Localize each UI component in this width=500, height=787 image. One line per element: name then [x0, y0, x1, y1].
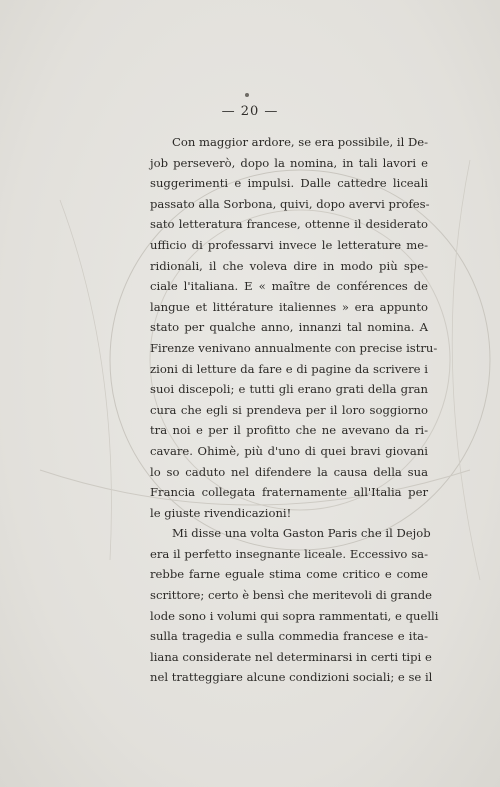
text-line: lode sono i volumi qui sopra rammentati, e quelli: [150, 608, 439, 623]
text-line: tra noi e per il profitto che ne avevano da ri-: [150, 423, 428, 438]
body-text: [150, 132, 439, 688]
text-line: lo so caduto nel difendere la causa della sua: [150, 464, 428, 479]
text-line: langue et littérature italiennes » era appunto: [150, 299, 428, 314]
text-line: scrittore; certo è bensì che meritevoli di grande: [150, 588, 433, 603]
text-line: ridionali, il che voleva dire in modo più spe-: [150, 258, 428, 273]
text-line: Firenze venivano annualmente con precise istru-: [150, 340, 438, 355]
text-line: ciale l'italiana. E « maître de conférences de: [150, 279, 428, 294]
text-line: sato letteratura francese, ottenne il desiderato: [150, 217, 428, 232]
text-line: Francia collegata fraternamente all'Italia per: [150, 485, 428, 500]
text-line: cura che egli si prendeva per il loro soggiorno: [150, 402, 428, 417]
text-line: nel tratteggiare alcune condizioni sociali; e se il: [150, 670, 433, 685]
text-line: suggerimenti e impulsi. Dalle cattedre liceali: [150, 176, 428, 191]
paragraph-1: [150, 132, 438, 523]
text-line: liana considerate nel determinarsi in certi tipi e: [150, 649, 432, 664]
text-line: sulla tragedia e sulla commedia francese e ita-: [150, 629, 428, 644]
text-line: stato per qualche anno, innanzi tal nomina. A: [150, 320, 428, 335]
text-line: passato alla Sorbona, quivi, dopo avervi profes-: [150, 196, 430, 211]
text-line: zioni di letture da fare e di pagine da scrivere i: [150, 361, 428, 376]
paragraph-2: [150, 523, 439, 688]
text-line: le giuste rivendicazioni!: [150, 505, 292, 520]
text-line: Mi disse una volta Gaston Paris che il Dejob: [172, 526, 431, 541]
page-number: — 20 —: [221, 104, 279, 119]
text-line: cavare. Ohimè, più d'uno di quei bravi giovani: [150, 443, 428, 458]
text-line: Con maggior ardore, se era possibile, il De-: [172, 135, 429, 149]
text-line: ufficio di professarvi invece le letterature me-: [150, 237, 428, 252]
text-line: rebbe farne eguale stima come critico e come: [150, 567, 428, 582]
ink-dot: [245, 93, 249, 97]
text-line: era il perfetto insegnante liceale. Eccessivo sa-: [150, 546, 428, 561]
text-line: job perseverò, dopo la nomina, in tali lavori e: [150, 155, 428, 170]
text-line: suoi discepoli; e tutti gli erano grati della gran: [150, 382, 428, 397]
